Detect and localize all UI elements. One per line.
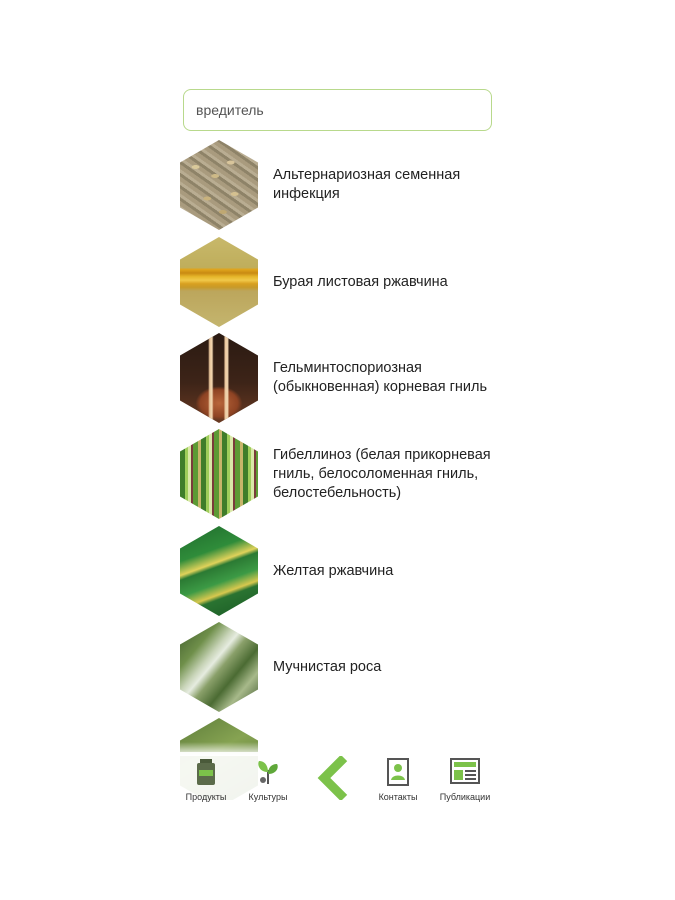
product-can-icon — [195, 758, 217, 786]
list-item[interactable] — [178, 140, 498, 230]
item-label: Мучнистая роса — [273, 658, 382, 675]
nav-cultures-button[interactable] — [240, 752, 296, 812]
sprout-icon — [255, 758, 281, 786]
item-label: Гельминтоспориозная (обыкновенная) корневая гниль — [273, 360, 488, 395]
nav-contacts-button[interactable] — [370, 752, 426, 812]
nav-contacts-label: Контакты — [378, 792, 418, 802]
nav-back-button[interactable] — [306, 752, 362, 812]
publications-icon — [450, 758, 480, 784]
list-item[interactable] — [178, 237, 498, 327]
nav-publications-label: Публикации — [439, 792, 491, 802]
nav-products-label: Продукты — [185, 792, 227, 802]
seeds-thumbnail — [180, 140, 258, 230]
list-item[interactable] — [178, 429, 498, 519]
yellow-rust-thumbnail — [180, 526, 258, 616]
item-label: Гибеллиноз (белая прикорневая гниль, белосоломенная гниль, белостебельность) — [273, 446, 491, 501]
nav-publications-button[interactable] — [432, 752, 498, 812]
list-item[interactable] — [178, 622, 498, 712]
item-label: Альтернариозная семенная инфекция — [273, 167, 461, 202]
item-label: Бурая листовая ржавчина — [273, 273, 448, 290]
back-arrow-icon — [314, 756, 354, 800]
bottom-navigation — [178, 752, 498, 812]
root-rot-thumbnail — [180, 333, 258, 423]
stems-thumbnail — [180, 429, 258, 519]
list-item[interactable] — [178, 526, 498, 616]
nav-products-button[interactable] — [178, 752, 234, 812]
item-label: Желтая ржавчина — [273, 562, 394, 579]
powdery-mildew-thumbnail — [180, 622, 258, 712]
list-item[interactable] — [178, 333, 498, 423]
nav-cultures-label: Культуры — [248, 792, 288, 802]
rust-leaf-thumbnail — [180, 237, 258, 327]
contact-card-icon — [387, 758, 409, 786]
